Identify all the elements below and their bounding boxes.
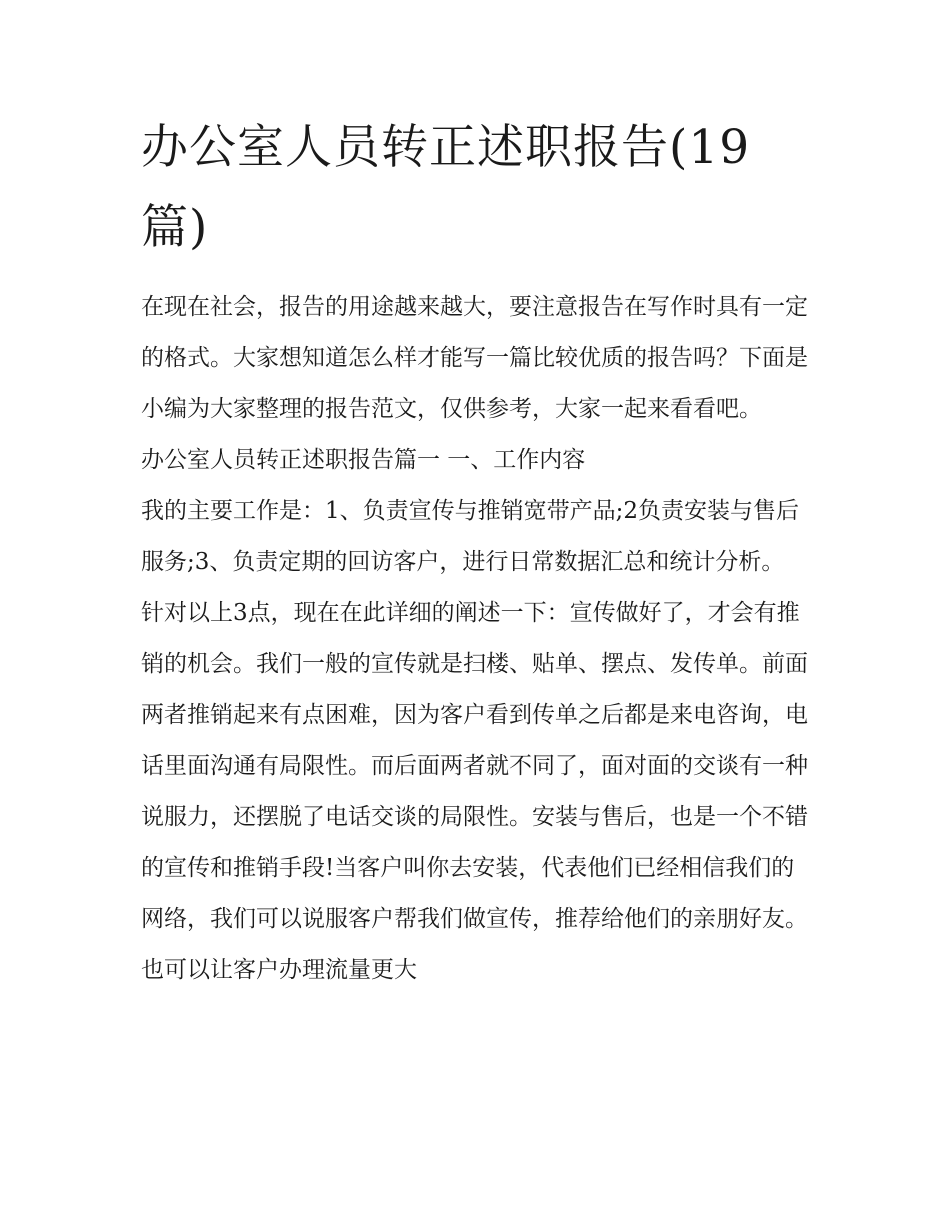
intro-paragraph: 在现在社会，报告的用途越来越大，要注意报告在写作时具有一定的格式。大家想知道怎么样才能写一篇比较优质的报告吗？下面是小编为大家整理的报告范文，仅供参考，大家一起来看看吧。 bbox=[141, 294, 808, 422]
document-title: 办公室人员转正述职报告(19篇) bbox=[141, 120, 751, 255]
details-paragraph: 针对以上3点，现在在此详细的阐述一下：宣传做好了，才会有推销的机会。我们一般的宣传就是扫楼、贴单、摆点、发传单。前面两者推销起来有点困难，因为客户看到传单之后都是来电咨询，电话里面沟通有局限性。而后面两者就不同了，面对面的交谈有一种说服力，还摆脱了电话交谈的局限性。安装与售后，也是一个不错的宣传和推销手段!当客户叫你去安装，代表他们已经相信我们的网络，我们可以说服客户帮我们做宣传，推荐给他们的亲朋好友。也可以让客户办理流量更大 bbox=[141, 600, 808, 983]
work-content-paragraph: 我的主要工作是：1、负责宣传与推销宽带产品;2负责安装与售后服务;3、负责定期的回访客户，进行日常数据汇总和统计分析。 bbox=[141, 498, 800, 575]
section-heading: 办公室人员转正述职报告篇一 一、工作内容 bbox=[141, 447, 586, 473]
document-page bbox=[141, 108, 813, 996]
